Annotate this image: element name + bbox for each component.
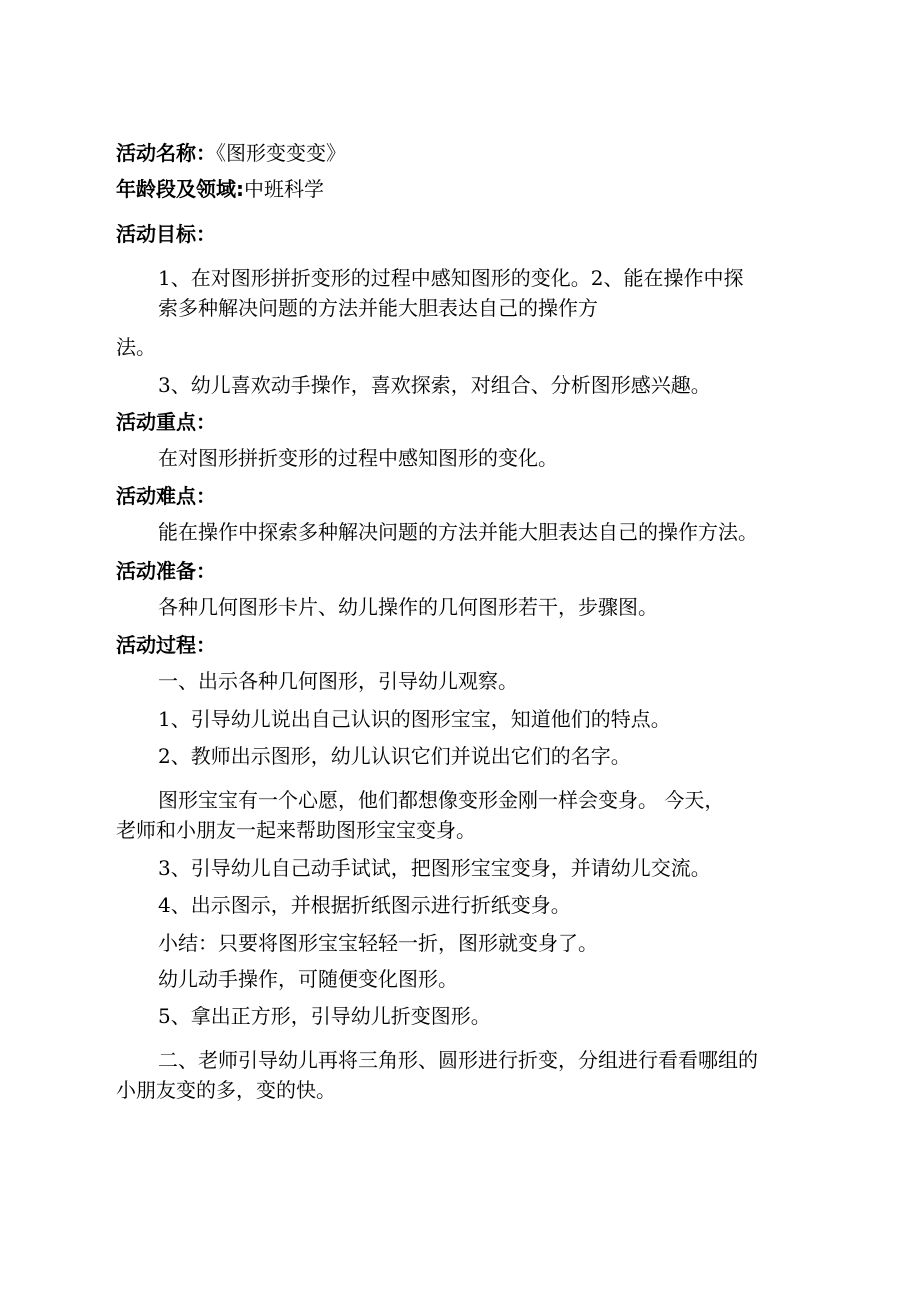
key-point-heading: 活动重点： — [116, 410, 216, 434]
process-step-6: 4、出示图示，并根据折纸图示进行折纸变身。 — [158, 893, 571, 917]
process-heading: 活动过程： — [116, 633, 216, 657]
activity-name-label: 活动名称： — [116, 141, 216, 165]
process-step-1: 一、出示各种几何图形，引导幼儿观察。 — [158, 669, 518, 693]
key-point-text: 在对图形拼折变形的过程中感知图形的变化。 — [158, 446, 558, 470]
process-paragraph-4a: 图形宝宝有一个心愿，他们都想像变形金刚一样会变身。 今天， — [158, 788, 725, 812]
goals-line-4: 3、幼儿喜欢动手操作，喜欢探索，对组合、分析图形感兴趣。 — [158, 373, 711, 397]
process-summary: 小结：只要将图形宝宝轻轻一折，图形就变身了。 — [158, 931, 598, 955]
preparation-heading: 活动准备： — [116, 559, 216, 583]
process-step-9: 5、拿出正方形，引导幼儿折变图形。 — [158, 1004, 491, 1028]
difficulty-heading: 活动难点： — [116, 484, 216, 508]
age-domain-label: 年龄段及领域: — [116, 177, 244, 201]
process-step-8: 幼儿动手操作，可随便变化图形。 — [158, 967, 458, 991]
process-step-2: 1、引导幼儿说出自己认识的图形宝宝，知道他们的特点。 — [158, 707, 671, 731]
process-paragraph-4b: 老师和小朋友一起来帮助图形宝宝变身。 — [116, 818, 476, 842]
difficulty-text: 能在操作中探索多种解决问题的方法并能大胆表达自己的操作方法。 — [158, 520, 758, 544]
goals-line-3: 法。 — [116, 335, 156, 359]
activity-name-value: 《图形变变变》 — [216, 141, 346, 165]
process-step-3: 2、教师出示图形，幼儿认识它们并说出它们的名字。 — [158, 744, 631, 768]
goals-line-1: 1、在对图形拼折变形的过程中感知图形的变化。2、能在操作中探 — [158, 266, 744, 290]
process-step-5: 3、引导幼儿自己动手试试，把图形宝宝变身，并请幼儿交流。 — [158, 856, 711, 880]
activity-name-line — [116, 141, 346, 165]
age-domain-line — [116, 177, 324, 201]
preparation-text: 各种几何图形卡片、幼儿操作的几何图形若干，步骤图。 — [158, 595, 658, 619]
goals-line-2: 索多种解决问题的方法并能大胆表达自己的操作方 — [158, 296, 598, 320]
age-domain-value: 中班科学 — [244, 177, 324, 201]
process-paragraph-10a: 二、老师引导幼儿再将三角形、圆形进行折变，分组进行看看哪组的 — [158, 1048, 758, 1072]
goals-heading: 活动目标： — [116, 222, 216, 246]
process-paragraph-10b: 小朋友变的多，变的快。 — [116, 1078, 336, 1102]
